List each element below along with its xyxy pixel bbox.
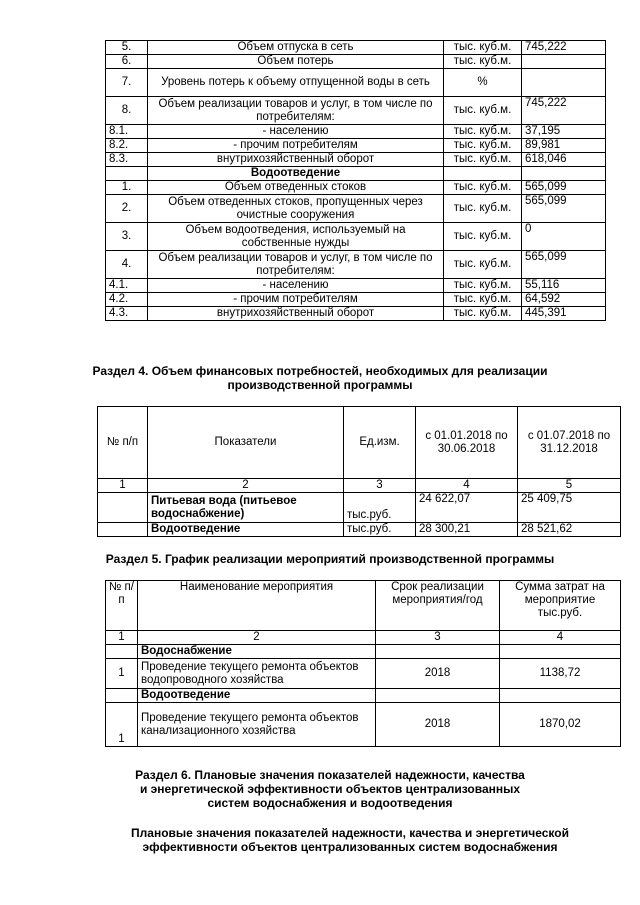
unit: тыс. куб.м. <box>444 153 522 167</box>
table-row <box>106 41 606 55</box>
sum-value: 1138,72 <box>500 659 621 689</box>
row-number: 8.3. <box>106 153 148 167</box>
col-number: 4 <box>500 631 621 645</box>
indicator-name: - населению <box>148 279 444 293</box>
header-num: № п/п <box>98 407 148 479</box>
table-row <box>106 703 621 747</box>
row-number: 8.1. <box>106 125 148 139</box>
indicator-name: Уровень потерь к объему отпущенной воды в сеть <box>148 69 444 97</box>
empty-cell <box>522 167 606 181</box>
empty-cell <box>98 523 148 537</box>
col-number: 5 <box>518 479 621 493</box>
group-row <box>106 645 621 659</box>
section6-subtitle: Плановые значения показателей надежности, качества и энергетической эффективности объектов централизованных систем водоснабжения <box>131 826 569 854</box>
unit: тыс. куб.м. <box>444 41 522 55</box>
value-period1: 28 300,21 <box>416 523 518 537</box>
table-row <box>98 493 621 523</box>
indicator-name: Объем реализации товаров и услуг, в том числе по потребителям: <box>148 97 444 125</box>
table-row <box>106 167 606 181</box>
group-heading: Водоотведение <box>138 689 376 703</box>
measure-name: Проведение текущего ремонта объектов канализационного хозяйства <box>138 703 376 747</box>
col-number: 2 <box>138 631 376 645</box>
volumes-table <box>105 40 606 321</box>
col-number: 3 <box>344 479 416 493</box>
indicator-name: внутрихозяйственный оборот <box>148 307 444 321</box>
row-number: 2. <box>106 195 148 223</box>
table-row <box>106 125 606 139</box>
indicator-name: Объем водоотведения, используемый на собственные нужды <box>148 223 444 251</box>
measure-name: Проведение текущего ремонта объектов водопроводного хозяйства <box>138 659 376 689</box>
value-period2: 25 409,75 <box>518 493 621 523</box>
sum-value: 1870,02 <box>500 703 621 747</box>
unit: тыс. куб.м. <box>444 293 522 307</box>
indicator-name: - прочим потребителям <box>148 293 444 307</box>
indicator-name: внутрихозяйственный оборот <box>148 153 444 167</box>
table-row <box>106 223 606 251</box>
value: 55,116 <box>522 279 606 293</box>
value: 64,592 <box>522 293 606 307</box>
value-period2: 28 521,62 <box>518 523 621 537</box>
header-period2: с 01.07.2018 по 31.12.2018 <box>518 407 621 479</box>
header-name: Наименование мероприятия <box>138 581 376 631</box>
row-number: 5. <box>106 41 148 55</box>
unit: тыс.руб. <box>344 523 416 537</box>
term-year: 2018 <box>376 703 500 747</box>
unit: тыс. куб.м. <box>444 223 522 251</box>
header-num: № п/п <box>106 581 138 631</box>
indicator-name: Водоотведение <box>148 523 344 537</box>
value: 445,391 <box>522 307 606 321</box>
empty-cell <box>500 689 621 703</box>
table-row <box>106 139 606 153</box>
table-row <box>106 251 606 279</box>
header-term: Срок реализации мероприятия/год <box>376 581 500 631</box>
empty-cell <box>106 689 138 703</box>
row-number: 6. <box>106 55 148 69</box>
value <box>522 55 606 69</box>
row-number: 4.1. <box>106 279 148 293</box>
value <box>522 69 606 97</box>
row-number: 1 <box>106 659 138 689</box>
section6-title: Раздел 6. Плановые значения показателей надежности, качества и энергетической эффективности объектов централизованных систем водоснабжения и водоотведения <box>135 768 525 810</box>
table-row <box>106 307 606 321</box>
value: 745,222 <box>522 41 606 55</box>
table-row <box>106 293 606 307</box>
row-number: 7. <box>106 69 148 97</box>
column-number-row <box>106 631 621 645</box>
table-row <box>98 523 621 537</box>
indicator-name: - населению <box>148 125 444 139</box>
empty-cell <box>106 645 138 659</box>
table-row <box>106 659 621 689</box>
value: 565,099 <box>522 251 606 279</box>
row-number: 1 <box>106 703 138 747</box>
unit: тыс. куб.м. <box>444 251 522 279</box>
unit: тыс. куб.м. <box>444 139 522 153</box>
unit: тыс. куб.м. <box>444 181 522 195</box>
table-header-row <box>106 581 621 631</box>
indicator-name: Объем реализации товаров и услуг, в том числе по потребителям: <box>148 251 444 279</box>
group-heading: Водоснабжение <box>138 645 376 659</box>
value: 618,046 <box>522 153 606 167</box>
row-number: 3. <box>106 223 148 251</box>
indicator-name: - прочим потребителям <box>148 139 444 153</box>
unit: тыс.руб. <box>344 493 416 523</box>
header-period1: с 01.01.2018 по 30.06.2018 <box>416 407 518 479</box>
value: 565,099 <box>522 195 606 223</box>
table-header-row <box>98 407 621 479</box>
unit: тыс. куб.м. <box>444 125 522 139</box>
indicator-name: Объем отпуска в сеть <box>148 41 444 55</box>
col-number: 4 <box>416 479 518 493</box>
value: 565,099 <box>522 181 606 195</box>
unit: тыс. куб.м. <box>444 55 522 69</box>
row-number: 1. <box>106 181 148 195</box>
indicator-name: Питьевая вода (питьевое водоснабжение) <box>148 493 344 523</box>
indicator-name: Объем отведенных стоков <box>148 181 444 195</box>
empty-cell <box>376 689 500 703</box>
col-number: 1 <box>98 479 148 493</box>
schedule-table <box>105 580 621 747</box>
table-row <box>106 153 606 167</box>
col-number: 1 <box>106 631 138 645</box>
row-number: 8.2. <box>106 139 148 153</box>
empty-cell <box>444 167 522 181</box>
table-row <box>106 97 606 125</box>
unit: % <box>444 69 522 97</box>
term-year: 2018 <box>376 659 500 689</box>
section4-title: Раздел 4. Объем финансовых потребностей, необходимых для реализации производственной программы <box>92 364 548 392</box>
header-name: Показатели <box>148 407 344 479</box>
indicator-name: Объем потерь <box>148 55 444 69</box>
value-period1: 24 622,07 <box>416 493 518 523</box>
empty-cell <box>500 645 621 659</box>
table-row <box>106 195 606 223</box>
empty-cell <box>106 167 148 181</box>
row-number: 4. <box>106 251 148 279</box>
col-number: 2 <box>148 479 344 493</box>
empty-cell <box>376 645 500 659</box>
table-row <box>106 181 606 195</box>
value: 89,981 <box>522 139 606 153</box>
unit: тыс. куб.м. <box>444 307 522 321</box>
section-heading: Водоотведение <box>148 167 444 181</box>
section5-title: Раздел 5. График реализации мероприятий производственной программы <box>105 552 555 566</box>
row-number: 4.2. <box>106 293 148 307</box>
unit: тыс. куб.м. <box>444 195 522 223</box>
header-sum: Сумма затрат на мероприятие тыс.руб. <box>500 581 621 631</box>
table-row <box>106 279 606 293</box>
table-row <box>106 55 606 69</box>
table-row <box>106 69 606 97</box>
unit: тыс. куб.м. <box>444 97 522 125</box>
group-row <box>106 689 621 703</box>
empty-cell <box>98 493 148 523</box>
value: 37,195 <box>522 125 606 139</box>
value: 745,222 <box>522 97 606 125</box>
column-number-row <box>98 479 621 493</box>
col-number: 3 <box>376 631 500 645</box>
row-number: 8. <box>106 97 148 125</box>
indicator-name: Объем отведенных стоков, пропущенных через очистные сооружения <box>148 195 444 223</box>
financial-needs-table <box>97 406 621 537</box>
row-number: 4.3. <box>106 307 148 321</box>
unit: тыс. куб.м. <box>444 279 522 293</box>
header-unit: Ед.изм. <box>344 407 416 479</box>
value: 0 <box>522 223 606 251</box>
